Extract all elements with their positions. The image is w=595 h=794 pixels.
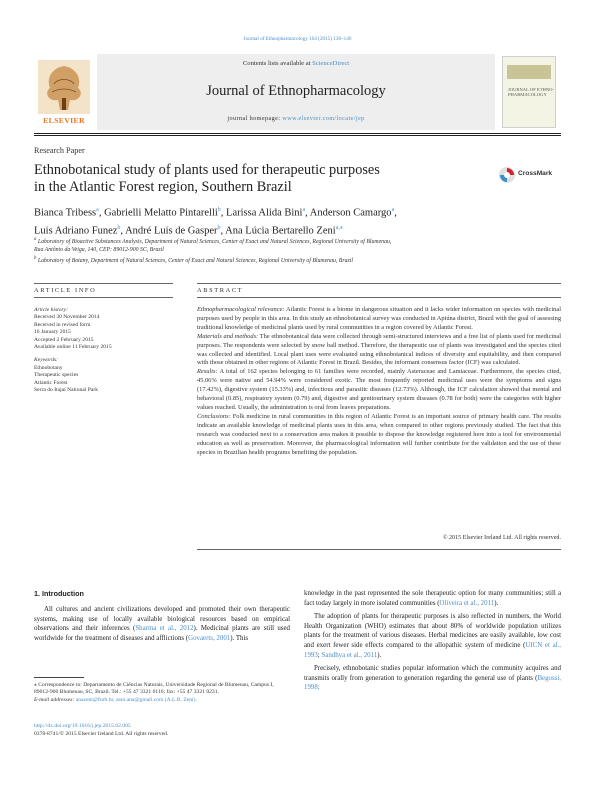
affil-link[interactable]: a [391, 207, 395, 213]
affiliation-a-line2: Rua Antônio da Veiga, 140, CEP: 89012-900 SC, Brazil [34, 247, 164, 254]
contents-prefix: Contents lists available at [242, 60, 313, 67]
history-item: 16 January 2015 [34, 329, 71, 336]
affil-link[interactable]: b [217, 225, 221, 231]
keywords-label: Keywords: [34, 357, 59, 364]
body-column-left [34, 605, 290, 643]
body-column-right [304, 589, 561, 693]
body-paragraph [304, 664, 561, 693]
body-text: ). Medicinal plants are still used worldwide for the treatment of diseases and afflictions ( [34, 625, 290, 642]
abstract-label: Materials and methods: [197, 332, 259, 340]
footnote-mark: ⁎ [34, 682, 37, 688]
body-text: ). This [230, 634, 249, 642]
author-name: , André Luís de Gasper [120, 225, 218, 237]
corresponding-author-note [34, 682, 290, 697]
author-name: Luís Adriano Funez [34, 225, 118, 237]
affil-mark: a [34, 237, 37, 242]
article-info-heading: ARTICLE INFO [34, 287, 97, 294]
article-type: Research Paper [34, 146, 85, 155]
citation-link[interactable]: Oliveira et al., 2011 [439, 599, 495, 607]
journal-cover-thumbnail [502, 56, 556, 128]
keyword: Serra do Itajaí National Park [34, 387, 98, 394]
author-separator: , [394, 207, 397, 219]
abstract-text: Atlantic Forest is a biome in dangerous situation and it lacks wider information on species with medicinal purposes used by people in this area. In this study an ethnobotanical survey was conducted in Apiúna district, Brazil with the goal of assessing traditional knowledge of medicinal plants used by rural communities in a region covered by Atlantic Forest. [197, 306, 562, 331]
abstract-label: Results: [197, 368, 218, 376]
keyword: Atlantic Forest [34, 379, 68, 386]
email-label: E-mail addresses: [34, 696, 75, 703]
affil-mark: b [34, 255, 37, 261]
crossmark-badge[interactable] [498, 166, 568, 184]
body-paragraph [34, 605, 290, 643]
citation-link[interactable]: Begossi, 1998; [304, 674, 561, 692]
affil-link[interactable]: a [96, 207, 99, 213]
citation-link[interactable]: Sharma et al., 2012 [135, 625, 194, 633]
crossmark-label: CrossMark [518, 170, 553, 177]
citation-link[interactable]: Govaerts, 2001 [188, 634, 231, 642]
divider [197, 297, 561, 298]
author-list [34, 203, 564, 239]
journal-homepage [97, 115, 495, 122]
authors-line-1 [34, 203, 564, 221]
affil-link[interactable]: b [117, 225, 121, 231]
abstract-label: Conclusions: [197, 412, 231, 420]
author-name: , Larissa Alida Bini [220, 207, 303, 219]
title-line-2: in the Atlantic Forest region, Southern Brazil [34, 179, 292, 195]
divider [34, 297, 173, 298]
keyword: Ethnobotany [34, 364, 63, 371]
affil-link[interactable]: a [302, 207, 306, 213]
doi-link[interactable]: http://dx.doi.org/10.1016/j.jep.2015.02.005 [34, 723, 131, 729]
abstract-body [197, 306, 561, 457]
doi-block [34, 723, 290, 739]
abstract-conclusions [197, 413, 561, 458]
cover-title: JOURNAL OF ETHNO-PHARMACOLOGY [508, 87, 555, 97]
keyword: Therapeutic species [34, 372, 79, 379]
body-text: All cultures and ancient civilizations developed and promoted their own therapeutic systems, making use of locally available biological resources based on empirical observations and their inferences ( [34, 606, 290, 633]
abstract-label: Ethnopharmacological relevance: [197, 306, 285, 313]
abstract-text: A total of 162 species belonging to 61 families were recorded, mainly Asteraceae and Lamiaceae. Furthermore, the species cited, 45.06% were native and 54.94% were considered exotic. The most frequently reported medicinal uses were the symptoms and signs (17.42%), digestive system (15.33%) and, infectious and parasitic diseases (12.73%). Although, the ICF calculation showed that mental and behavioral (0.85), respiratory system (0.79) and, digestive and genitourinary system diseases (0.78 for both) were the categories with higher values reached. Usually, the administration is oral from leaves preparations. [197, 368, 561, 411]
body-text: ). [377, 651, 382, 659]
author-name: , Gabrielli Melatto Pintarelli [98, 207, 218, 219]
history-item: Received in revised form [34, 321, 91, 328]
footnotes [34, 682, 290, 704]
author-name: , Anderson Camargo [305, 207, 392, 219]
abstract-heading: ABSTRACT [197, 287, 244, 294]
body-text: Precisely, ethnobotanic studies popular information which the community acquires and transmits orally from generation to generation regarding the general use of plants ( [304, 665, 561, 682]
affiliation-a [34, 236, 564, 246]
body-paragraph [304, 612, 561, 660]
abstract-relevance [197, 306, 561, 333]
affil-link[interactable]: a,⁎ [335, 225, 343, 231]
divider [34, 283, 173, 284]
divider [197, 283, 561, 284]
history-item: Received 30 November 2014 [34, 314, 100, 321]
body-text: The adoption of plants for therapeutic purposes is also reflected in numbers, the World Health Organization (WHO) estimates that about 80% of worldwide population utilizes plants for the treatment of various diseases. Herbal medicines are easily available, low cost and exert fewer side effects compared to the allopathic system of medicine ( [304, 613, 561, 649]
abstract-results [197, 368, 561, 413]
header-rule-2 [34, 135, 561, 136]
elsevier-tree-logo [34, 58, 94, 124]
body-text: ; [317, 651, 322, 659]
contents-line [97, 60, 495, 67]
affiliation-b [34, 255, 564, 265]
divider [197, 549, 561, 550]
abstract-text: The ethnobotanical data were collected through semi-structured interviews and a free list of plants used for medicinal purposes. The respondents were selected by snow ball method. Therefore, the therapeutic use of plants was investigated and the species cited was collected and identified. Local plant uses were evaluated using ethnobotanical indices of diversity and equitability, and then compared with those obtained in other regions of Atlantic Forest in Brazil. Besides, the informant consensus factor (ICF) was calculated. [197, 332, 561, 367]
title-line-1: Ethnobotanical study of plants used for therapeutic purposes [34, 162, 380, 178]
affil-link[interactable]: b [217, 207, 221, 213]
affil-text: Laboratory of Bioactive Substances Analysis, Department of Natural Sciences, Center of Exact and Natural Sciences, Regional University of Blumenau, [36, 238, 392, 245]
body-text: ). [494, 599, 499, 607]
elsevier-wordmark: ELSEVIER [43, 116, 85, 125]
email-note [34, 697, 290, 704]
history-item: Accepted 2 February 2015 [34, 336, 94, 343]
history-label: Article history: [34, 307, 69, 313]
abstract-text: Folk medicine in rural communities in this region of Atlantic Forest is an important source of primary health care. The results indicate an available knowledge of medicinal plants uses in this area, when compared to other regions previously studied. The fact that this research was conducted next to a conservation area makes it possible to dispose the knowledge registered here into a tool for environmental education as well as preservation. Moreover, the pharmacological information will further contribute for the validation and the use of these species in Brazilian health programs benefiting the population. [197, 412, 561, 456]
article-info [34, 307, 173, 394]
footnote-text: Correspondence to: Departamento de Ciências Naturais, Universidade Regional de Blumenau, Campus I, 89012-900 Blumenau, SC, Brazil. Tel.: +55 47 3321 0116; fax: +55 47 3321 0231. [34, 682, 274, 696]
footnote-rule [34, 677, 84, 678]
journal-reference[interactable]: Journal of Ethnopharmacology 164 (2015) 136–146 [243, 36, 352, 42]
body-paragraph [304, 589, 561, 608]
journal-title: Journal of Ethnopharmacology [206, 83, 386, 99]
sciencedirect-link[interactable]: ScienceDirect [312, 60, 350, 67]
citation-link[interactable]: Sandhya et al., 2011 [321, 651, 378, 659]
homepage-link[interactable]: www.elsevier.com/locate/jep [282, 115, 365, 122]
crossmark-icon [498, 166, 516, 184]
body-text: knowledge in the past represented the sole therapeutic option for many communities; still a fact today largely in more isolated communities ( [304, 590, 561, 607]
citation-link[interactable]: UICN et al., 1993 [304, 641, 561, 659]
affiliations [34, 236, 564, 265]
homepage-prefix: journal homepage: [227, 115, 283, 122]
author-name: , Ana Lúcia Bertarello Zeni [220, 225, 336, 237]
issn-line: 0378-8741/© 2015 Elsevier Ireland Ltd. All rights reserved. [34, 730, 169, 737]
author-name: Bianca Tribess [34, 207, 97, 219]
cover-banner [507, 65, 551, 79]
affil-text: Laboratory of Botany, Department of Natural Sciences, Center of Exact and Natural Sciences, Regional University of Blumenau, Brazil [36, 257, 353, 264]
email-link[interactable]: anazeni@furb.br, zeni.ana@gmail.com (A.L.B. Zeni). [74, 696, 197, 703]
article-title [34, 162, 474, 196]
history-item: Available online 11 February 2015 [34, 344, 112, 351]
abstract-copyright: © 2015 Elsevier Ireland Ltd. All rights reserved. [442, 535, 561, 541]
section-heading-introduction: 1. Introduction [34, 589, 84, 598]
abstract-methods [197, 333, 561, 369]
